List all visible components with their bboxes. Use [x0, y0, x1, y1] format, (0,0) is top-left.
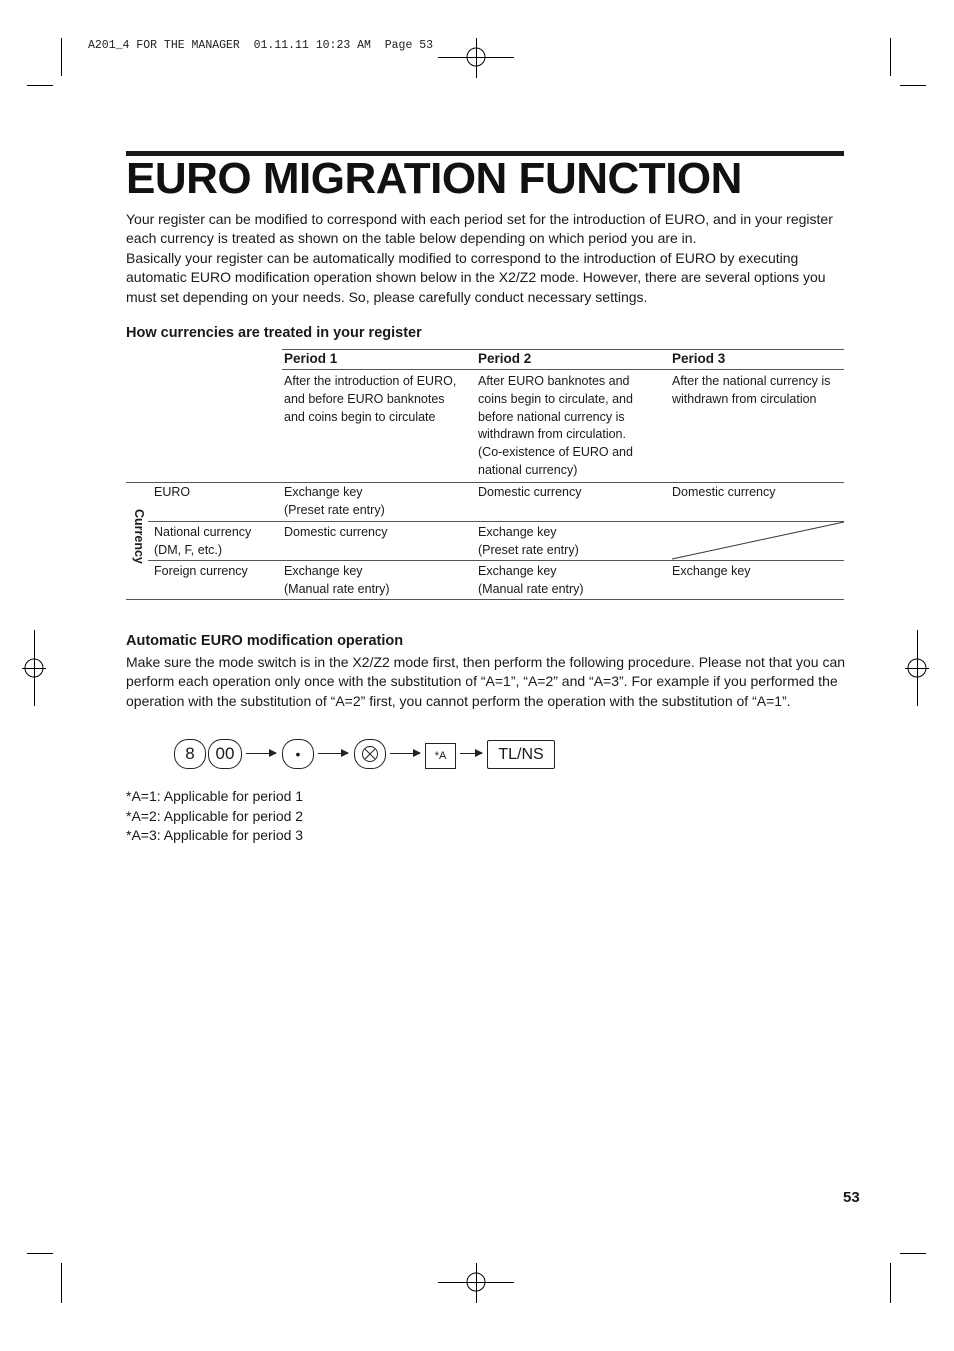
arrow-icon	[460, 753, 482, 754]
period-header: Period 2	[478, 351, 532, 366]
table-cell: Domestic currency	[478, 485, 582, 499]
registration-mark-icon	[462, 43, 490, 71]
key-dot: •	[282, 739, 314, 769]
table-cell: Domestic currency	[284, 525, 388, 539]
note-item: *A=3: Applicable for period 3	[126, 827, 304, 844]
table-rule	[282, 369, 844, 370]
period-description: After EURO banknotes and coins begin to circulate, and before national currency is withdrawn from circulation. (Co-existence of EURO and national currency)	[478, 374, 633, 477]
arrow-icon	[390, 753, 420, 754]
period-header: Period 3	[672, 351, 726, 366]
period-description: After the introduction of EURO, and before EURO banknotes and coins begin to circulate	[284, 374, 457, 424]
table-cell: Exchange key (Manual rate entry)	[478, 564, 584, 596]
row-name: National currency (DM, F, etc.)	[154, 525, 252, 557]
period-header: Period 1	[284, 351, 338, 366]
table-heading: How currencies are treated in your register	[126, 325, 422, 341]
page-number: 53	[843, 1189, 860, 1206]
row-name: EURO	[154, 485, 191, 499]
registration-mark-icon	[903, 654, 931, 682]
auto-heading: Automatic EURO modification operation	[126, 633, 404, 649]
table-rule	[148, 560, 844, 561]
key-8: 8	[174, 739, 206, 769]
key-00: 00	[208, 739, 242, 769]
page-title: EURO MIGRATION FUNCTION	[126, 154, 742, 203]
intro-paragraph: Your register can be modified to correspond with each period set for the introduction of EURO, and in your register each currency is treated as shown on the table below depending on which period you are in.	[126, 211, 833, 247]
note-item: *A=2: Applicable for period 2	[126, 807, 304, 824]
currency-table	[126, 349, 844, 599]
circled-multiply-icon	[354, 739, 386, 769]
note-item: *A=1: Applicable for period 1	[126, 788, 304, 804]
auto-text: Make sure the mode switch is in the X2/Z2 mode first, then perform the following procedure. Please not that you can perform each operation only once with the substitution of “A=1”, “A=2” and “A=3”. For example if you performed the operation with the substitution of “A=2” first, you cannot perform the operation with the substitution of “A=1”.	[126, 654, 846, 709]
not-applicable-diagonal	[672, 521, 844, 560]
intro-paragraph: Basically your register can be automatically modified to correspond to the introduction of EURO by executing automatic EURO modification operation shown below in the X2/Z2 mode. However, there are several options you must set depending on your needs. So, please carefully conduct necessary settings.	[126, 249, 826, 305]
table-rule	[126, 599, 844, 600]
table-rule	[282, 349, 844, 350]
currency-label: Currency	[132, 509, 146, 564]
intro-text	[126, 210, 846, 307]
print-header: A201_4 FOR THE MANAGER 01.11.11 10:23 AM Page 53	[88, 39, 434, 52]
table-cell: Exchange key (Manual rate entry)	[284, 564, 390, 596]
table-cell: Exchange key	[672, 564, 751, 578]
table-cell: Exchange key (Preset rate entry)	[284, 485, 385, 517]
arrow-icon	[318, 753, 348, 754]
arrow-icon	[246, 753, 276, 754]
notes-list	[126, 787, 303, 846]
key-sequence	[174, 739, 574, 771]
row-name: Foreign currency	[154, 564, 248, 578]
table-cell: Domestic currency	[672, 485, 776, 499]
table-cell: Exchange key (Preset rate entry)	[478, 525, 579, 557]
period-description: After the national currency is withdrawn from circulation	[672, 374, 831, 406]
key-tl-ns: TL/NS	[487, 740, 555, 769]
registration-mark-icon	[20, 654, 48, 682]
a-value-box: *A	[425, 743, 456, 769]
registration-mark-icon	[462, 1268, 490, 1296]
table-rule	[126, 482, 844, 483]
